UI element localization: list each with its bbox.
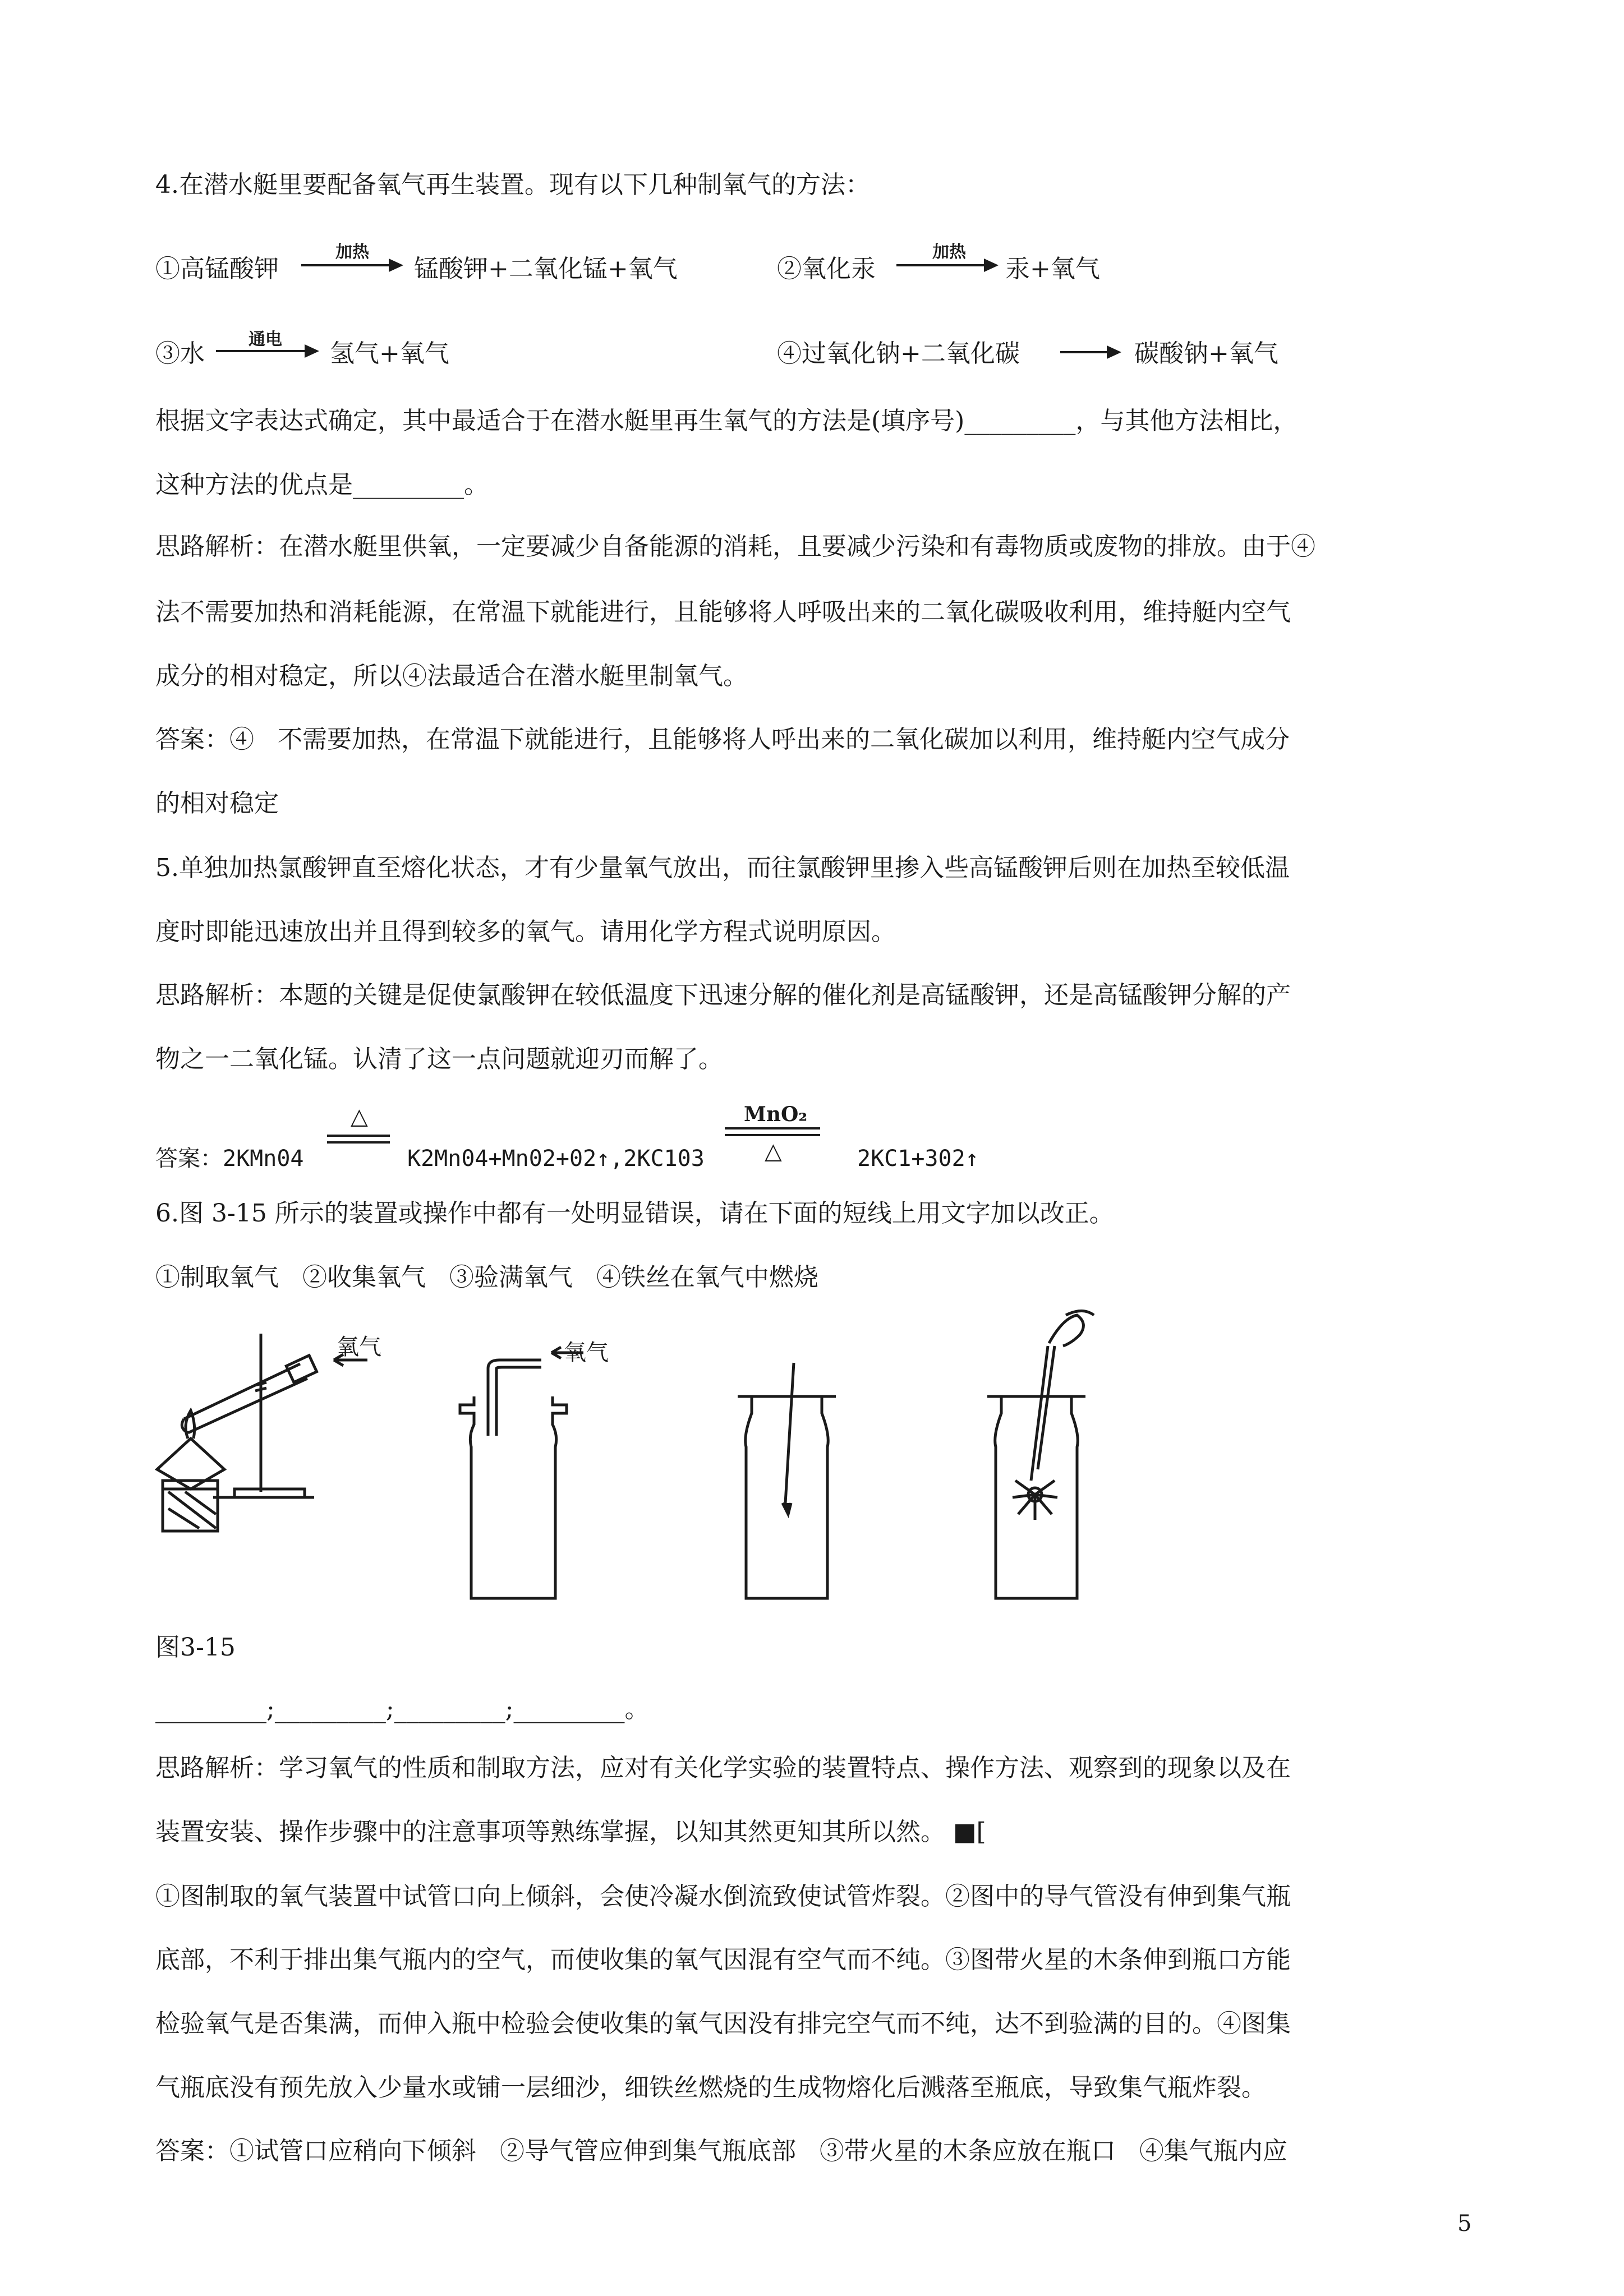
q6-items: ①制取氧气 ②收集氧气 ③验满氧气 ④铁丝在氧气中燃烧 [155, 1263, 818, 1292]
q4-method3-left: ③水 [155, 339, 205, 368]
collection-bottle-illustration [460, 1360, 567, 1598]
q4-answer-line1: 答案：④ 不需要加热，在常温下就能进行，且能够将人呼出来的二氧化碳加以利用，维持艇内空气成分 [155, 725, 1290, 754]
q4-method4-left: ④过氧化钠+二氧化碳 [777, 339, 1020, 368]
q4-method2-right: 汞+氧气 [1005, 255, 1100, 283]
q5-analysis-line1: 思路解析：本题的关键是促使氯酸钾在较低温度下迅速分解的催化剂是高锰酸钾，还是高锰酸钾分解的产 [155, 981, 1291, 1009]
q4-title: 4.在潜水艇里要配备氧气再生装置。现有以下几种制氧气的方法： [155, 170, 870, 199]
iron-wire-burning-illustration [987, 1311, 1094, 1599]
q4-analysis-line1: 思路解析：在潜水艇里供氧，一定要减少自备能源的消耗，且要减少污染和有毒物质或废物的排放。由于④ [155, 532, 1315, 561]
q6-analysis-line1: 思路解析：学习氧气的性质和制取方法，应对有关化学实验的装置特点、操作方法、观察到的现象以及在 [155, 1754, 1291, 1782]
q5-analysis-line2: 物之一二氧化锰。认清了这一点问题就迎刃而解了。 [155, 1045, 723, 1073]
q4-question-line1: 根据文字表达式确定，其中最适合于在潜水艇里再生氧气的方法是(填序号)_________，与其他方法相比， [155, 407, 1298, 435]
q6-answer-blanks: _________;_________;_________;_________。 [155, 1695, 650, 1723]
q4-analysis-line3: 成分的相对稳定，所以④法最适合在潜水艇里制氧气。 [155, 662, 748, 690]
q4-method2-condition: 加热 [932, 242, 966, 262]
q6-fig-label-oxygen-2: 氧气 [564, 1340, 609, 1366]
q6-detail-line4: 气瓶底没有预先放入少量水或铺一层细沙，细铁丝燃烧的生成物熔化后溅落至瓶底，导致集气瓶炸裂。 [155, 2073, 1266, 2102]
heating-apparatus-illustration [157, 1334, 317, 1531]
q5-eq1-condition: △ [351, 1104, 368, 1129]
q4-method2-left: ②氧化汞 [777, 255, 876, 283]
q4-answer-line2: 的相对稳定 [155, 789, 279, 818]
q5-eq2-products: 2KC1+302↑ [857, 1146, 979, 1172]
q6-analysis-line2: 装置安装、操作步骤中的注意事项等熟练掌握，以知其然更知其所以然。 ■[ [155, 1818, 986, 1846]
q4-method3-right: 氢气+氧气 [330, 339, 449, 368]
q5-eq2-heat-symbol: △ [765, 1138, 782, 1164]
q4-method1-left: ①高锰酸钾 [155, 255, 279, 283]
checking-bottle-illustration [738, 1363, 836, 1598]
q6-fig-label-oxygen-1: 氧气 [337, 1334, 381, 1360]
q6-answer: 答案：①试管口应稍向下倾斜 ②导气管应伸到集气瓶底部 ③带火星的木条应放在瓶口 ④集气瓶内应 [155, 2137, 1287, 2165]
q4-analysis-line2: 法不需要加热和消耗能源，在常温下就能进行，且能够将人呼吸出来的二氧化碳吸收利用，维持艇内空气 [155, 598, 1291, 626]
q4-question-line2: 这种方法的优点是_________。 [155, 471, 489, 499]
q5-eq2-catalyst: MnO₂ [744, 1103, 808, 1126]
q4-method1-right: 锰酸钾+二氧化锰+氧气 [414, 255, 678, 283]
q5-answer-prefix: 答案：2KMn04 [155, 1146, 304, 1172]
q6-title: 6.图 3-15 所示的装置或操作中都有一处明显错误，请在下面的短线上用文字加以改正。 [155, 1199, 1114, 1228]
page-number: 5 [1457, 2211, 1472, 2237]
q5-title-line2: 度时即能迅速放出并且得到较多的氧气。请用化学方程式说明原因。 [155, 918, 896, 946]
q4-method3-condition: 通电 [249, 330, 282, 349]
q5-title-line1: 5.单独加热氯酸钾直至熔化状态，才有少量氧气放出，而往氯酸钾里掺入些高锰酸钾后则在加热至较低温 [155, 854, 1290, 882]
q5-eq1-products: K2Mn04+Mn02+02↑,2KC103 [407, 1146, 705, 1172]
q6-detail-line1: ①图制取的氧气装置中试管口向上倾斜，会使冷凝水倒流致使试管炸裂。②图中的导气管没有伸到集气瓶 [155, 1882, 1291, 1911]
q6-detail-line2: 底部，不利于排出集气瓶内的空气，而使收集的氧气因混有空气而不纯。③图带火星的木条伸到瓶口方能 [155, 1945, 1291, 1974]
q6-figure-caption: 图3-15 [155, 1633, 236, 1662]
q4-method1-condition: 加热 [335, 242, 369, 262]
q4-method4-right: 碳酸钠+氧气 [1134, 339, 1278, 368]
q6-detail-line3: 检验氧气是否集满，而伸入瓶中检验会使收集的氧气因没有排完空气而不纯，达不到验满的目的。④图集 [155, 2009, 1291, 2038]
